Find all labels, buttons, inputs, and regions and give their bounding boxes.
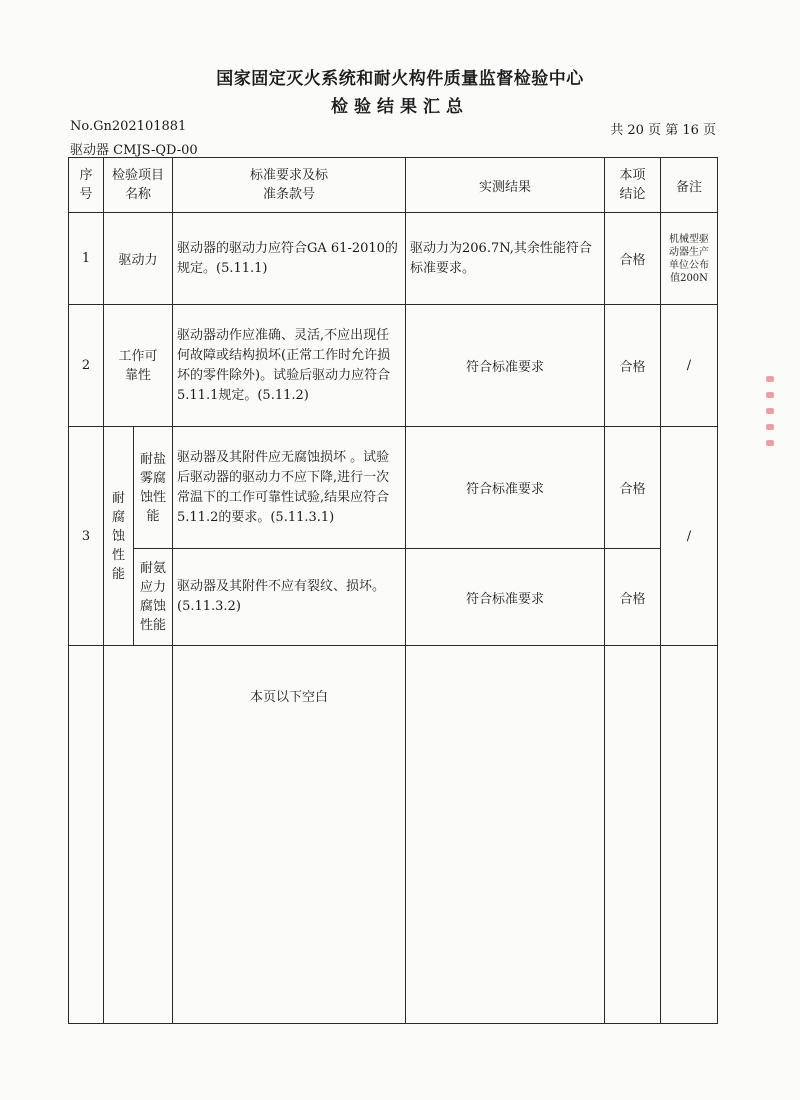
header-standard: 标准要求及标准条款号 (173, 158, 406, 213)
row-conclusion: 合格 (605, 305, 661, 427)
seal-stamp-edge (764, 370, 776, 480)
row-result: 驱动力为206.7N,其余性能符合标准要求。 (406, 213, 605, 305)
subitem-requirement: 驱动器及其附件应无腐蚀损坏 。试验后驱动器的驱动力不应下降,进行一次常温下的工作可靠性试验,结果应符合5.11.2的要求。(5.11.3.1) (173, 427, 406, 549)
table-row (69, 427, 718, 549)
row-item: 驱动力 (104, 213, 173, 305)
row-requirement: 驱动器的驱动力应符合GA 61-2010的规定。(5.11.1) (173, 213, 406, 305)
row-conclusion: 合格 (605, 213, 661, 305)
subitem-conclusion: 合格 (605, 549, 661, 646)
header-seq: 序号 (69, 158, 104, 213)
table-row (69, 305, 718, 427)
blank-row (69, 646, 718, 1024)
blank-cell (104, 646, 173, 1024)
header-item: 检验项目名称 (104, 158, 173, 213)
blank-cell (605, 646, 661, 1024)
subitem-name: 耐氨应力腐蚀性能 (134, 549, 173, 646)
results-table (68, 157, 718, 1024)
header-result: 实测结果 (406, 158, 605, 213)
table-row (69, 549, 718, 646)
row-seq: 3 (69, 427, 104, 646)
page-info: 共 20 页 第 16 页 (610, 123, 716, 138)
row-item: 工作可靠性 (104, 305, 173, 427)
row-result: 符合标准要求 (406, 305, 605, 427)
table-row (69, 213, 718, 305)
row-remark: / (661, 427, 718, 646)
subitem-conclusion: 合格 (605, 427, 661, 549)
subitem-requirement: 驱动器及其附件不应有裂纹、损坏。(5.11.3.2) (173, 549, 406, 646)
header-remark: 备注 (661, 158, 718, 213)
table-header-row (69, 158, 718, 213)
report-number: No.Gn202101881 (70, 119, 187, 134)
header-conclusion: 本项结论 (605, 158, 661, 213)
subitem-name: 耐盐雾腐蚀性能 (134, 427, 173, 549)
document-title: 国家固定灭火系统和耐火构件质量监督检验中心 (216, 69, 584, 89)
row-remark: / (661, 305, 718, 427)
subitem-result: 符合标准要求 (406, 549, 605, 646)
row-remark: 机械型驱动器生产单位公布值200N (661, 213, 718, 305)
blank-cell (406, 646, 605, 1024)
blank-cell (661, 646, 718, 1024)
blank-note: 本页以下空白 (173, 646, 406, 1024)
document-subtitle: 检验结果汇总 (331, 97, 469, 117)
row-seq: 2 (69, 305, 104, 427)
subitem-result: 符合标准要求 (406, 427, 605, 549)
row-seq: 1 (69, 213, 104, 305)
blank-cell (69, 646, 104, 1024)
product-model: 驱动器 CMJS-QD-00 (70, 143, 198, 158)
row-item: 耐腐蚀性能 (104, 427, 134, 646)
row-requirement: 驱动器动作应准确、灵活,不应出现任何故障或结构损坏(正常工作时允许损坏的零件除外)。试验后驱动力应符合5.11.1规定。(5.11.2) (173, 305, 406, 427)
